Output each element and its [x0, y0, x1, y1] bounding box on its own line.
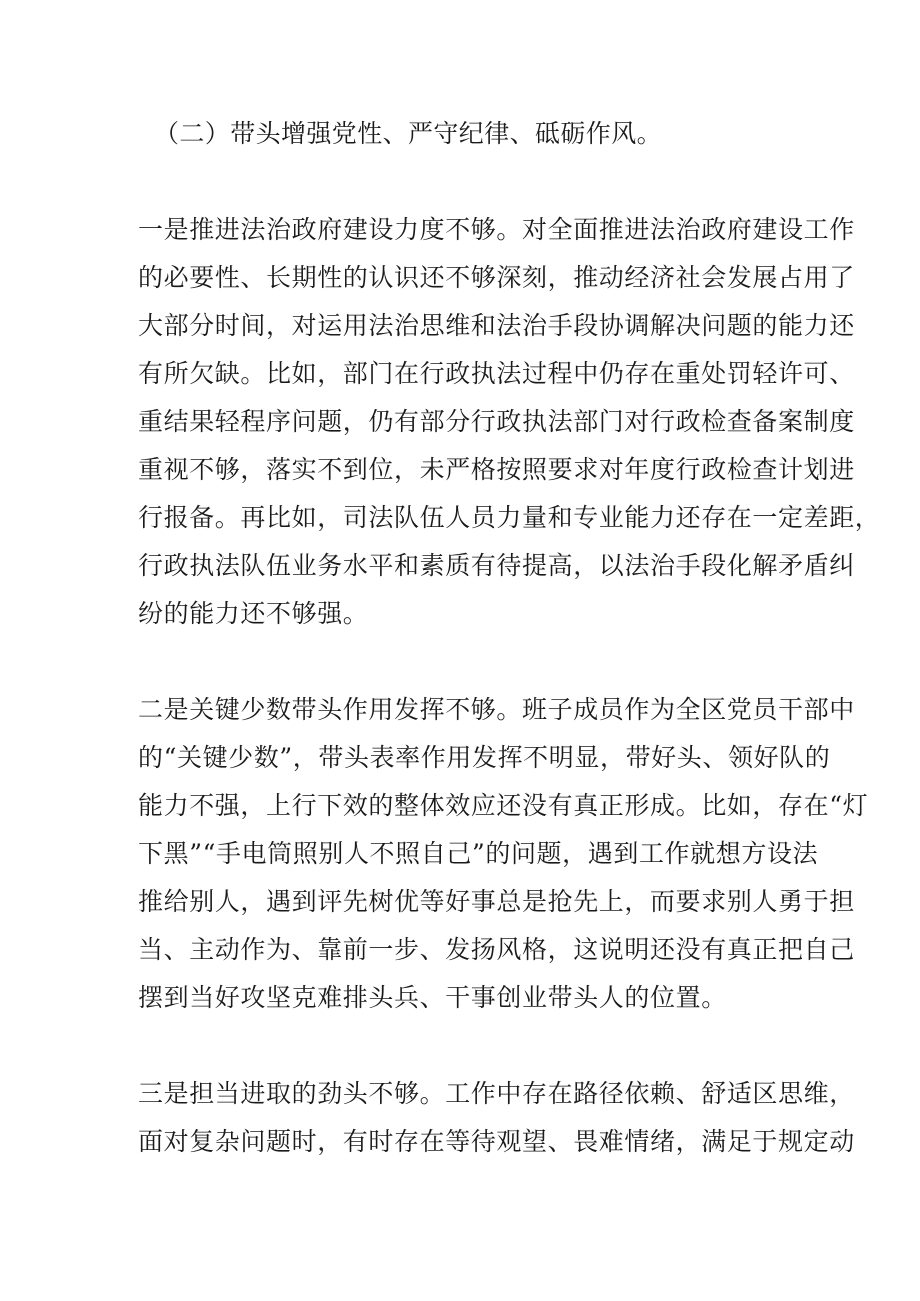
paragraph-3-line-2: 面对复杂问题时，有时存在等待观望、畏难情绪，满足于规定动: [138, 1127, 855, 1156]
paragraph-2-line-5: 推给别人，遇到评先树优等好事总是抢先上，而要求别人勇于担: [138, 887, 855, 916]
paragraph-1-line-1: 一是推进法治政府建设力度不够。对全面推进法治政府建设工作: [138, 215, 855, 244]
paragraph-2-line-1: 二是关键少数带头作用发挥不够。班子成员作为全区党员干部中: [138, 695, 855, 724]
section-heading: （二）带头增强党性、严守纪律、砥砺作风。: [154, 119, 663, 148]
paragraph-2-line-4: 下黑”“手电筒照别人不照自己”的问题，遇到工作就想方设法: [138, 839, 819, 868]
paragraph-2-line-3: 能力不强，上行下效的整体效应还没有真正形成。比如，存在“灯: [138, 791, 869, 820]
paragraph-2-line-2: 的“关键少数”，带头表率作用发挥不明显，带好头、领好队的: [138, 743, 831, 772]
paragraph-3-line-1: 三是担当进取的劲头不够。工作中存在路径依赖、舒适区思维，: [138, 1079, 855, 1108]
paragraph-1-line-7: 行报备。再比如，司法队伍人员力量和专业能力还存在一定差距，: [138, 503, 881, 532]
paragraph-1-line-2: 的必要性、长期性的认识还不够深刻，推动经济社会发展占用了: [138, 263, 855, 292]
paragraph-1-line-4: 有所欠缺。比如，部门在行政执法过程中仍存在重处罚轻许可、: [138, 359, 855, 388]
paragraph-2-line-7: 摆到当好攻坚克难排头兵、干事创业带头人的位置。: [138, 983, 727, 1012]
paragraph-1-line-5: 重结果轻程序问题，仍有部分行政执法部门对行政检查备案制度: [138, 407, 855, 436]
paragraph-2-line-6: 当、主动作为、靠前一步、发扬风格，这说明还没有真正把自己: [138, 935, 855, 964]
paragraph-1-line-9: 纷的能力还不够强。: [138, 599, 369, 628]
paragraph-1-line-3: 大部分时间，对运用法治思维和法治手段协调解决问题的能力还: [138, 311, 855, 340]
paragraph-1-line-8: 行政执法队伍业务水平和素质有待提高，以法治手段化解矛盾纠: [138, 551, 855, 580]
paragraph-1-line-6: 重视不够，落实不到位，未严格按照要求对年度行政检查计划进: [138, 455, 855, 484]
